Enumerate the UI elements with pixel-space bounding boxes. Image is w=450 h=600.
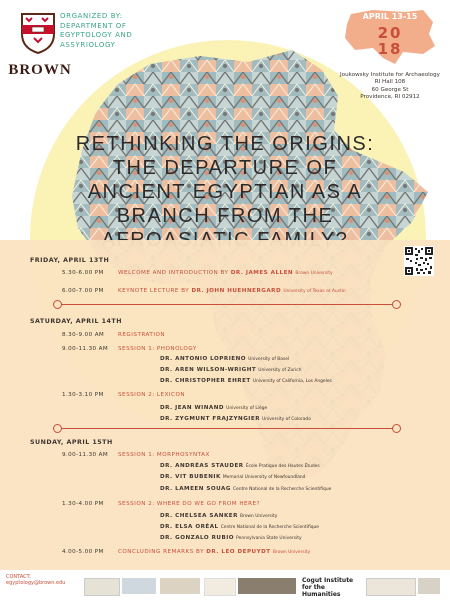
speaker-row [160,474,425,480]
speaker-affiliation: Brown University [295,271,333,276]
timeline-node [53,300,62,309]
speaker-name: DR. ANTONIO LOPRIENO [160,356,247,362]
title-line: BRANCH FROM THE [116,205,334,227]
title-line: THE DEPARTURE OF [112,157,338,179]
day-heading-sunday: SUNDAY, APRIL 15TH [30,439,113,446]
speaker-affiliation: University of Colorado [262,417,311,422]
schedule-time: 5.30-6.00 PM [62,270,104,276]
speaker-name: DR. ZYGMUNT FRAJZYNGIER [160,416,261,422]
sponsor-logo [238,578,296,594]
schedule-time: 8.30-9.00 AM [62,332,105,338]
qr-code[interactable] [404,246,434,276]
date-range: APRIL 13-15 [362,12,418,21]
speaker-name: DR. ELSA ORÉAL [160,524,219,530]
session-title: SESSION 1: MORPHOSYNTAX [118,452,210,458]
venue-line: RI Hall 108 [374,79,406,86]
organizer-line: ORGANIZED BY: [60,12,123,20]
day-heading-saturday: SATURDAY, APRIL 14TH [30,318,122,325]
speaker-affiliation: University of Liège [226,406,268,411]
event-title: CONCLUDING REMARKS BY [118,549,204,555]
sponsor-logo [204,578,236,596]
year-bottom: 18 [377,40,403,58]
venue-line: Providence, RI 02912 [360,94,420,101]
university-name: BROWN [8,62,72,78]
speaker-row [160,524,425,530]
speaker-name: DR. ANDRÉAS STAUDER [160,463,244,469]
event-title: KEYNOTE LECTURE BY [118,288,190,294]
speaker-affiliation: Centre National de la Recherche Scientifique [233,487,332,492]
contact-label: CONTACT: [6,574,31,580]
sponsor-logo [160,578,200,594]
speaker-name: DR. JOHN HUEHNERGARD [191,288,282,294]
brown-shield-logo [20,12,56,54]
speaker-affiliation: Brown University [272,550,311,555]
schedule-event [118,549,418,555]
event-title: WELCOME AND INTRODUCTION BY [118,270,229,276]
timeline-node [53,424,62,433]
speaker-affiliation: Brown University [240,514,278,519]
contact-block [6,574,86,587]
title-line: ANCIENT EGYPTIAN AS A [87,181,363,203]
schedule-time: 1.30-4.00 PM [62,501,104,507]
year-top: 20 [377,24,403,42]
speaker-affiliation: University of Zurich [258,368,302,373]
sponsor-logo [366,578,416,596]
speaker-name: DR. CHELSEA SANKER [160,513,238,519]
organizer-block [60,12,180,50]
schedule-event: REGISTRATION [118,332,166,338]
timeline-divider [60,304,398,305]
speaker-name: DR. AREN WILSON-WRIGHT [160,367,257,373]
speaker-row [160,416,420,422]
speaker-row [160,378,420,384]
speaker-name: DR. LAMEEN SOUAG [160,486,231,492]
speaker-row [160,535,425,541]
speaker-affiliation: University of California, Los Angeles [252,379,332,384]
session-title: SESSION 2: LEXICON [118,392,186,398]
venue-line: Joukowsky Institute for Archaeology [340,72,440,78]
schedule-time: 9.00-11.30 AM [62,452,109,458]
sponsor-logo [122,578,156,594]
speaker-row [160,486,425,492]
speaker-name: DR. LEO DEPUYDT [206,549,271,555]
schedule-time: 4.00-5.00 PM [62,549,104,555]
speaker-name: DR. VIT BUBENIK [160,474,221,480]
speaker-affiliation: Pennsylvania State University [236,536,302,541]
venue-line: 60 George St [371,86,409,93]
sponsor-logo [84,578,120,596]
timeline-node [392,300,401,309]
speaker-name: DR. CHRISTOPHER EHRET [160,378,251,384]
sponsor-logo [418,578,440,594]
speaker-row [160,513,425,519]
timeline-divider [60,428,398,429]
cogut-line: for the Humanities [302,584,341,598]
speaker-affiliation: University of Texas at Austin [283,289,346,294]
organizer-line: ASSYRIOLOGY [60,40,116,49]
schedule-time: 1.30-3.10 PM [62,392,104,398]
speaker-affiliation: Centre National de la Recherche Scientifique [220,525,319,530]
timeline-node [392,424,401,433]
speaker-affiliation: Memorial University of Newfoundland [222,475,306,480]
schedule-event [118,270,408,276]
speaker-name: DR. JAMES ALLEN [230,270,294,276]
contact-email[interactable]: egyptology@brown.edu [6,580,66,587]
organizer-line: DEPARTMENT OF [60,21,127,30]
poster-title [40,132,410,252]
day-heading-friday: FRIDAY, APRIL 13TH [30,257,110,264]
schedule-time: 9.00-11.30 AM [62,346,109,352]
schedule-time: 6.00-7.00 PM [62,288,104,294]
speaker-row [160,367,420,373]
venue-address [340,72,440,102]
speaker-row [160,463,425,469]
speaker-row [160,405,420,411]
speaker-name: DR. GONZALO RUBIO [160,535,235,541]
speaker-affiliation: École Pratique des Hautes Études [245,464,320,469]
speaker-row [160,356,420,362]
schedule-event [118,288,408,294]
speaker-affiliation: University of Basel [248,357,290,362]
session-title: SESSION 2: WHERE DO WE GO FROM HERE? [118,501,260,507]
cogut-institute-logo [302,577,362,598]
speaker-name: DR. JEAN WINAND [160,405,225,411]
session-title: SESSION 1: PHONOLOGY [118,346,197,352]
title-line: RETHINKING THE ORIGINS: [75,133,375,155]
cogut-line: Cogut Institute [302,577,354,584]
organizer-line: EGYPTOLOGY AND [60,31,133,39]
